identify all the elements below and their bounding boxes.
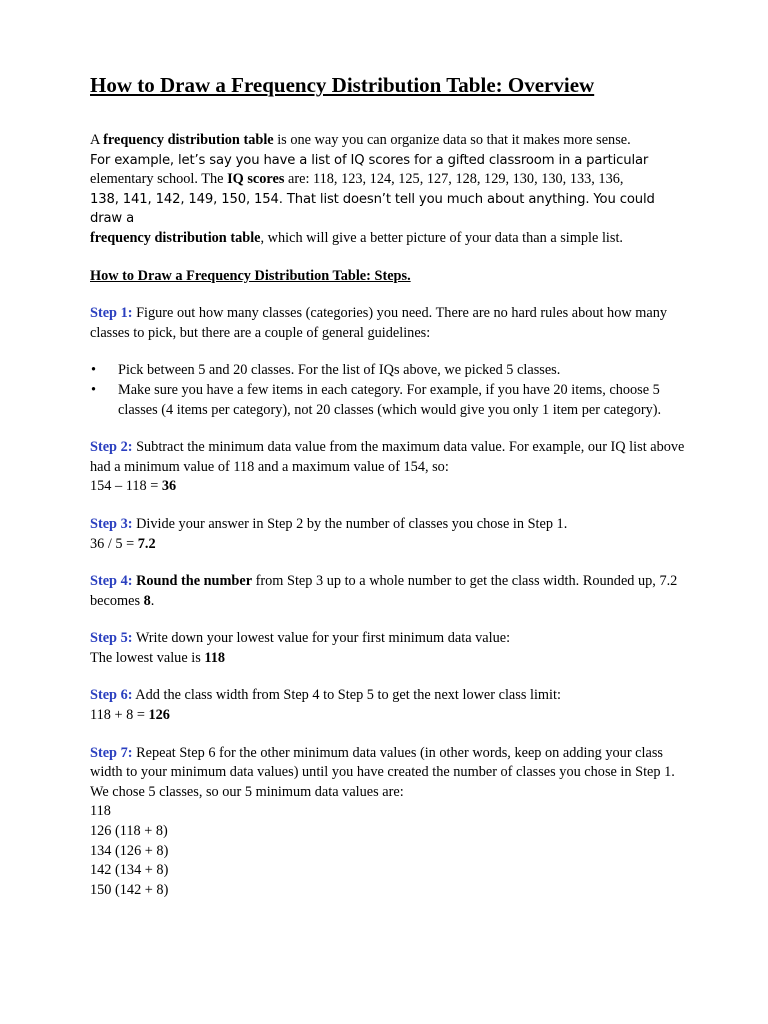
page-title: How to Draw a Frequency Distribution Table: Overview [90, 73, 595, 97]
step-4: Step 4: Round the number from Step 3 up to a whole number to get the class width. Rounded up, 7.2 becomes 8. [90, 573, 678, 609]
bullet-icon: • [91, 381, 97, 398]
step-1 [90, 304, 690, 343]
step-label: Step 3: [90, 515, 133, 532]
min-value: 126 (118 + 8) [90, 823, 168, 840]
min-value: 134 (126 + 8) [90, 842, 169, 859]
min-value: 142 (134 + 8) [90, 862, 169, 879]
step-7 [90, 744, 690, 901]
step-text: Add the class width from Step 4 to Step 5 to get the next lower class limit: [132, 687, 561, 704]
step-label: Step 1: [90, 305, 133, 322]
steps-heading: How to Draw a Frequency Distribution Table: Steps. [90, 267, 411, 284]
list-item: • Pick between 5 and 20 classes. For the list of IQs above, we picked 5 classes. [118, 361, 690, 381]
min-value: 118 [90, 803, 111, 820]
intro-bold-term: frequency distribution table [103, 132, 274, 148]
step-result: 7.2 [137, 535, 156, 552]
intro-paragraph [90, 131, 690, 249]
step-label: Step 7: [90, 744, 133, 761]
step-result: 8 [143, 592, 151, 609]
intro-text: are: 118, 123, 124, 125, 127, 128, 129, 130, 130, 133, 136, [284, 171, 624, 188]
intro-bold-term: frequency distribution table [90, 229, 261, 246]
step-text: Repeat Step 6 for the other minimum data values (in other words, keep on adding your class width to your minimum data values) until you have created the number of classes you chose in Step 1. We chose 5 classes, so our 5 minimum data values are: [90, 744, 675, 800]
guideline-list [90, 361, 690, 420]
step-calc: The lowest value is [90, 649, 205, 666]
step-3 [90, 515, 690, 554]
step-result: 118 [204, 649, 226, 666]
step-calc: 118 + 8 = [90, 707, 149, 724]
intro-bold-term: IQ scores [227, 171, 285, 188]
step-2 [90, 438, 690, 497]
step-text: Write down your lowest value for your first minimum data value: [132, 630, 511, 647]
intro-text: For example, let’s say you have a list of IQ scores for a gifted classroom in a particular [90, 152, 649, 168]
document-page [90, 72, 690, 900]
intro-text: elementary school. The [90, 171, 228, 188]
intro-text: is one way you can organize data so that it makes more sense. [273, 132, 631, 148]
step-calc: 36 / 5 = [90, 535, 138, 552]
step-result: 36 [161, 478, 177, 495]
step-label: Step 6: [90, 687, 133, 704]
min-value: 150 (142 + 8) [90, 881, 169, 898]
step-text: Figure out how many classes (categories) you need. There are no hard rules about how many classes to pick, but there are a couple of general guidelines: [90, 305, 668, 341]
step-text: Divide your answer in Step 2 by the number of classes you chose in Step 1. [132, 515, 568, 532]
step-6 [90, 686, 690, 725]
step-text: from Step 3 up to a whole number to get the class width. Rounded up, 7.2 becomes [90, 573, 678, 609]
step-label: Step 5: [90, 630, 133, 647]
step-label: Step 2: [90, 439, 133, 456]
step-5 [90, 629, 690, 668]
bullet-icon: • [91, 362, 97, 379]
intro-text: 138, 141, 142, 149, 150, 154. That list doesn’t tell you much about anything. You could draw a [90, 191, 655, 227]
step-bold-phrase: Round the number [132, 573, 253, 590]
intro-text: A [90, 132, 104, 148]
step-calc: 154 – 118 = [90, 478, 162, 495]
step-result: 126 [148, 707, 170, 724]
list-item: • Make sure you have a few items in each category. For example, if you have 20 items, choose 5 classes (4 items per category), not 20 classes (which would give you only 1 item per category). [91, 381, 662, 418]
step-label: Step 4: [90, 573, 133, 590]
step-text: Subtract the minimum data value from the maximum data value. For example, our IQ list above had a minimum value of 118 and a maximum value of 154, so: [90, 439, 685, 475]
intro-text: , which will give a better picture of your data than a simple list. [260, 229, 623, 246]
